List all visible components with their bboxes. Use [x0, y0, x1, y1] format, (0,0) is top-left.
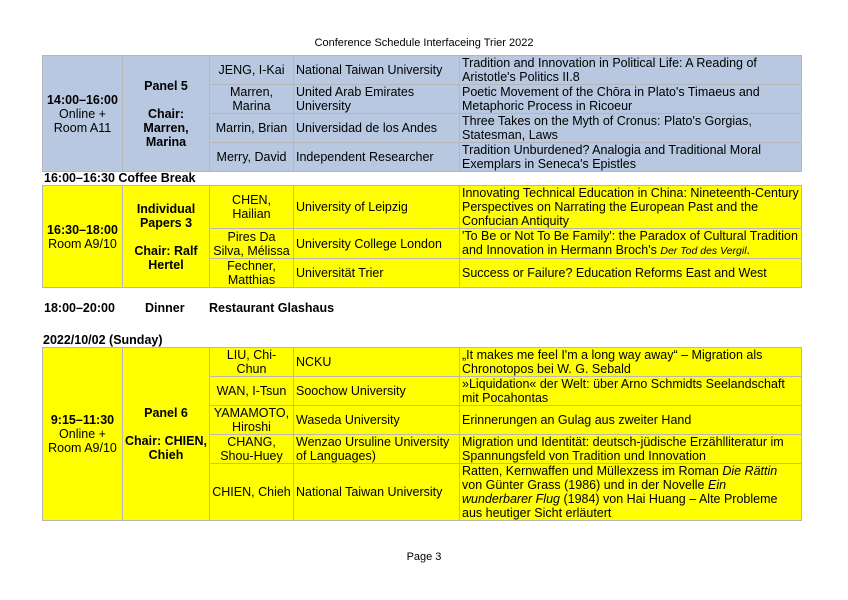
- speaker-name: Pires Da Silva, Mélissa: [210, 229, 294, 259]
- page-header: Conference Schedule Interfaceing Trier 2022: [314, 37, 534, 49]
- speaker-institution: Soochow University: [294, 377, 460, 406]
- panel-cell: [123, 186, 210, 288]
- panel6-table: [42, 347, 802, 521]
- speaker-institution: Wenzao Ursuline University of Languages): [294, 435, 460, 464]
- chair-label: Chair:: [147, 106, 185, 121]
- speaker-name: Marren, Marina: [210, 85, 294, 114]
- speaker-name: CHEN, Hailian: [210, 186, 294, 229]
- talk-title: Tradition Unburdened? Analogia and Traditional Moral Exemplars in Seneca's Epistles: [460, 143, 802, 172]
- speaker-institution: Universität Trier: [294, 259, 460, 288]
- speaker-institution: United Arab Emirates University: [294, 85, 460, 114]
- table-row: [43, 348, 802, 377]
- papers3-table: [42, 185, 802, 288]
- speaker-institution: University College London: [294, 229, 460, 259]
- speaker-institution: Universidad de los Andes: [294, 114, 460, 143]
- speaker-name: JENG, I-Kai: [210, 56, 294, 85]
- day-heading: 2022/10/02 (Sunday): [43, 333, 163, 347]
- speaker-name: WAN, I-Tsun: [210, 377, 294, 406]
- session-time-cell: [43, 56, 123, 172]
- panel5-table: [42, 55, 802, 172]
- speaker-name: LIU, Chi-Chun: [210, 348, 294, 377]
- chair-name: Marren, Marina: [143, 120, 189, 149]
- dinner-row: [44, 301, 444, 317]
- session-location: Online +: [59, 427, 106, 441]
- talk-title-end: .: [746, 243, 751, 257]
- session-location: Online +: [59, 106, 106, 121]
- talk-title-part: Ratten, Kernwaffen und Müllexzess im Roman: [462, 464, 719, 478]
- speaker-name: CHANG, Shou-Huey: [210, 435, 294, 464]
- panel-name: Panel 6: [144, 406, 188, 420]
- talk-title: 'To Be or Not To Be Family': the Paradox of Cultural Tradition and Innovation in Hermann Broch's: [462, 229, 798, 257]
- speaker-name: YAMAMOTO, Hiroshi: [210, 406, 294, 435]
- speaker-institution: Independent Researcher: [294, 143, 460, 172]
- page-number: Page 3: [406, 551, 442, 563]
- chair-name: Chair: Ralf Hertel: [134, 243, 198, 272]
- speaker-institution: University of Leipzig: [294, 186, 460, 229]
- session-location-room: Room A11: [53, 120, 112, 135]
- session-time: 16:30–18:00: [47, 222, 118, 237]
- table-row: [43, 56, 802, 85]
- session-time: 9:15–11:30: [50, 413, 115, 427]
- talk-title-italic: Ein wunderbarer Flug: [462, 478, 727, 506]
- table-row: [43, 186, 802, 229]
- speaker-name: Fechner, Matthias: [210, 259, 294, 288]
- panel-name: Individual Papers 3: [136, 201, 196, 230]
- talk-title: »Liquidation« der Welt: über Arno Schmidts Seelandschaft mit Pocahontas: [460, 377, 802, 406]
- dinner-label: Dinner: [145, 301, 185, 315]
- talk-title: Migration und Identität: deutsch-jüdische Erzählliteratur im Spannungsfeld von Tradition und Innovation: [460, 435, 802, 464]
- chair-name: Chair: CHIEN, Chieh: [125, 434, 207, 462]
- talk-title: Erinnerungen an Gulag aus zweiter Hand: [460, 406, 802, 435]
- dinner-time: 18:00–20:00: [44, 301, 115, 315]
- coffee-break: 16:00–16:30 Coffee Break: [44, 171, 196, 185]
- speaker-name: Marrin, Brian: [210, 114, 294, 143]
- talk-title: Tradition and Innovation in Political Life: A Reading of Aristotle's Politics II.8: [460, 56, 802, 85]
- speaker-institution: Waseda University: [294, 406, 460, 435]
- speaker-institution: NCKU: [294, 348, 460, 377]
- session-location: Room A9/10: [48, 236, 117, 251]
- talk-title-italic: Der Tod des Vergil: [660, 245, 747, 257]
- speaker-institution: National Taiwan University: [294, 56, 460, 85]
- panel-name: Panel 5: [144, 78, 188, 93]
- talk-title-cell: [460, 229, 802, 259]
- speaker-name: CHIEN, Chieh: [210, 464, 294, 521]
- session-time-cell: [43, 348, 123, 521]
- talk-title: Innovating Technical Education in China: Nineteenth-Century Perspectives on Narrating the European Past and the Confucian Antiquity: [460, 186, 802, 229]
- talk-title: Success or Failure? Education Reforms East and West: [460, 259, 802, 288]
- session-time-cell: [43, 186, 123, 288]
- talk-title-part: (1984) von Hai Huang – Alte Probleme aus heutiger Sicht erläutert: [462, 492, 778, 520]
- talk-title-italic: Die Rättin: [722, 464, 778, 478]
- speaker-name: Merry, David: [210, 143, 294, 172]
- talk-title: „It makes me feel I'm a long way away“ – Migration als Chronotopos bei W. G. Sebald: [460, 348, 802, 377]
- session-time: 14:00–16:00: [47, 92, 118, 107]
- panel-cell: [123, 348, 210, 521]
- talk-title: Poetic Movement of the Chōra in Plato's Timaeus and Metaphoric Process in Ricoeur: [460, 85, 802, 114]
- talk-title-part: von Günter Grass (1986) und in der Novelle: [462, 478, 705, 492]
- dinner-place: Restaurant Glashaus: [209, 301, 335, 315]
- talk-title-cell: [460, 464, 802, 521]
- session-location-room: Room A9/10: [48, 441, 117, 455]
- speaker-institution: National Taiwan University: [294, 464, 460, 521]
- talk-title: Three Takes on the Myth of Cronus: Plato's Gorgias, Statesman, Laws: [460, 114, 802, 143]
- panel-cell: [123, 56, 210, 172]
